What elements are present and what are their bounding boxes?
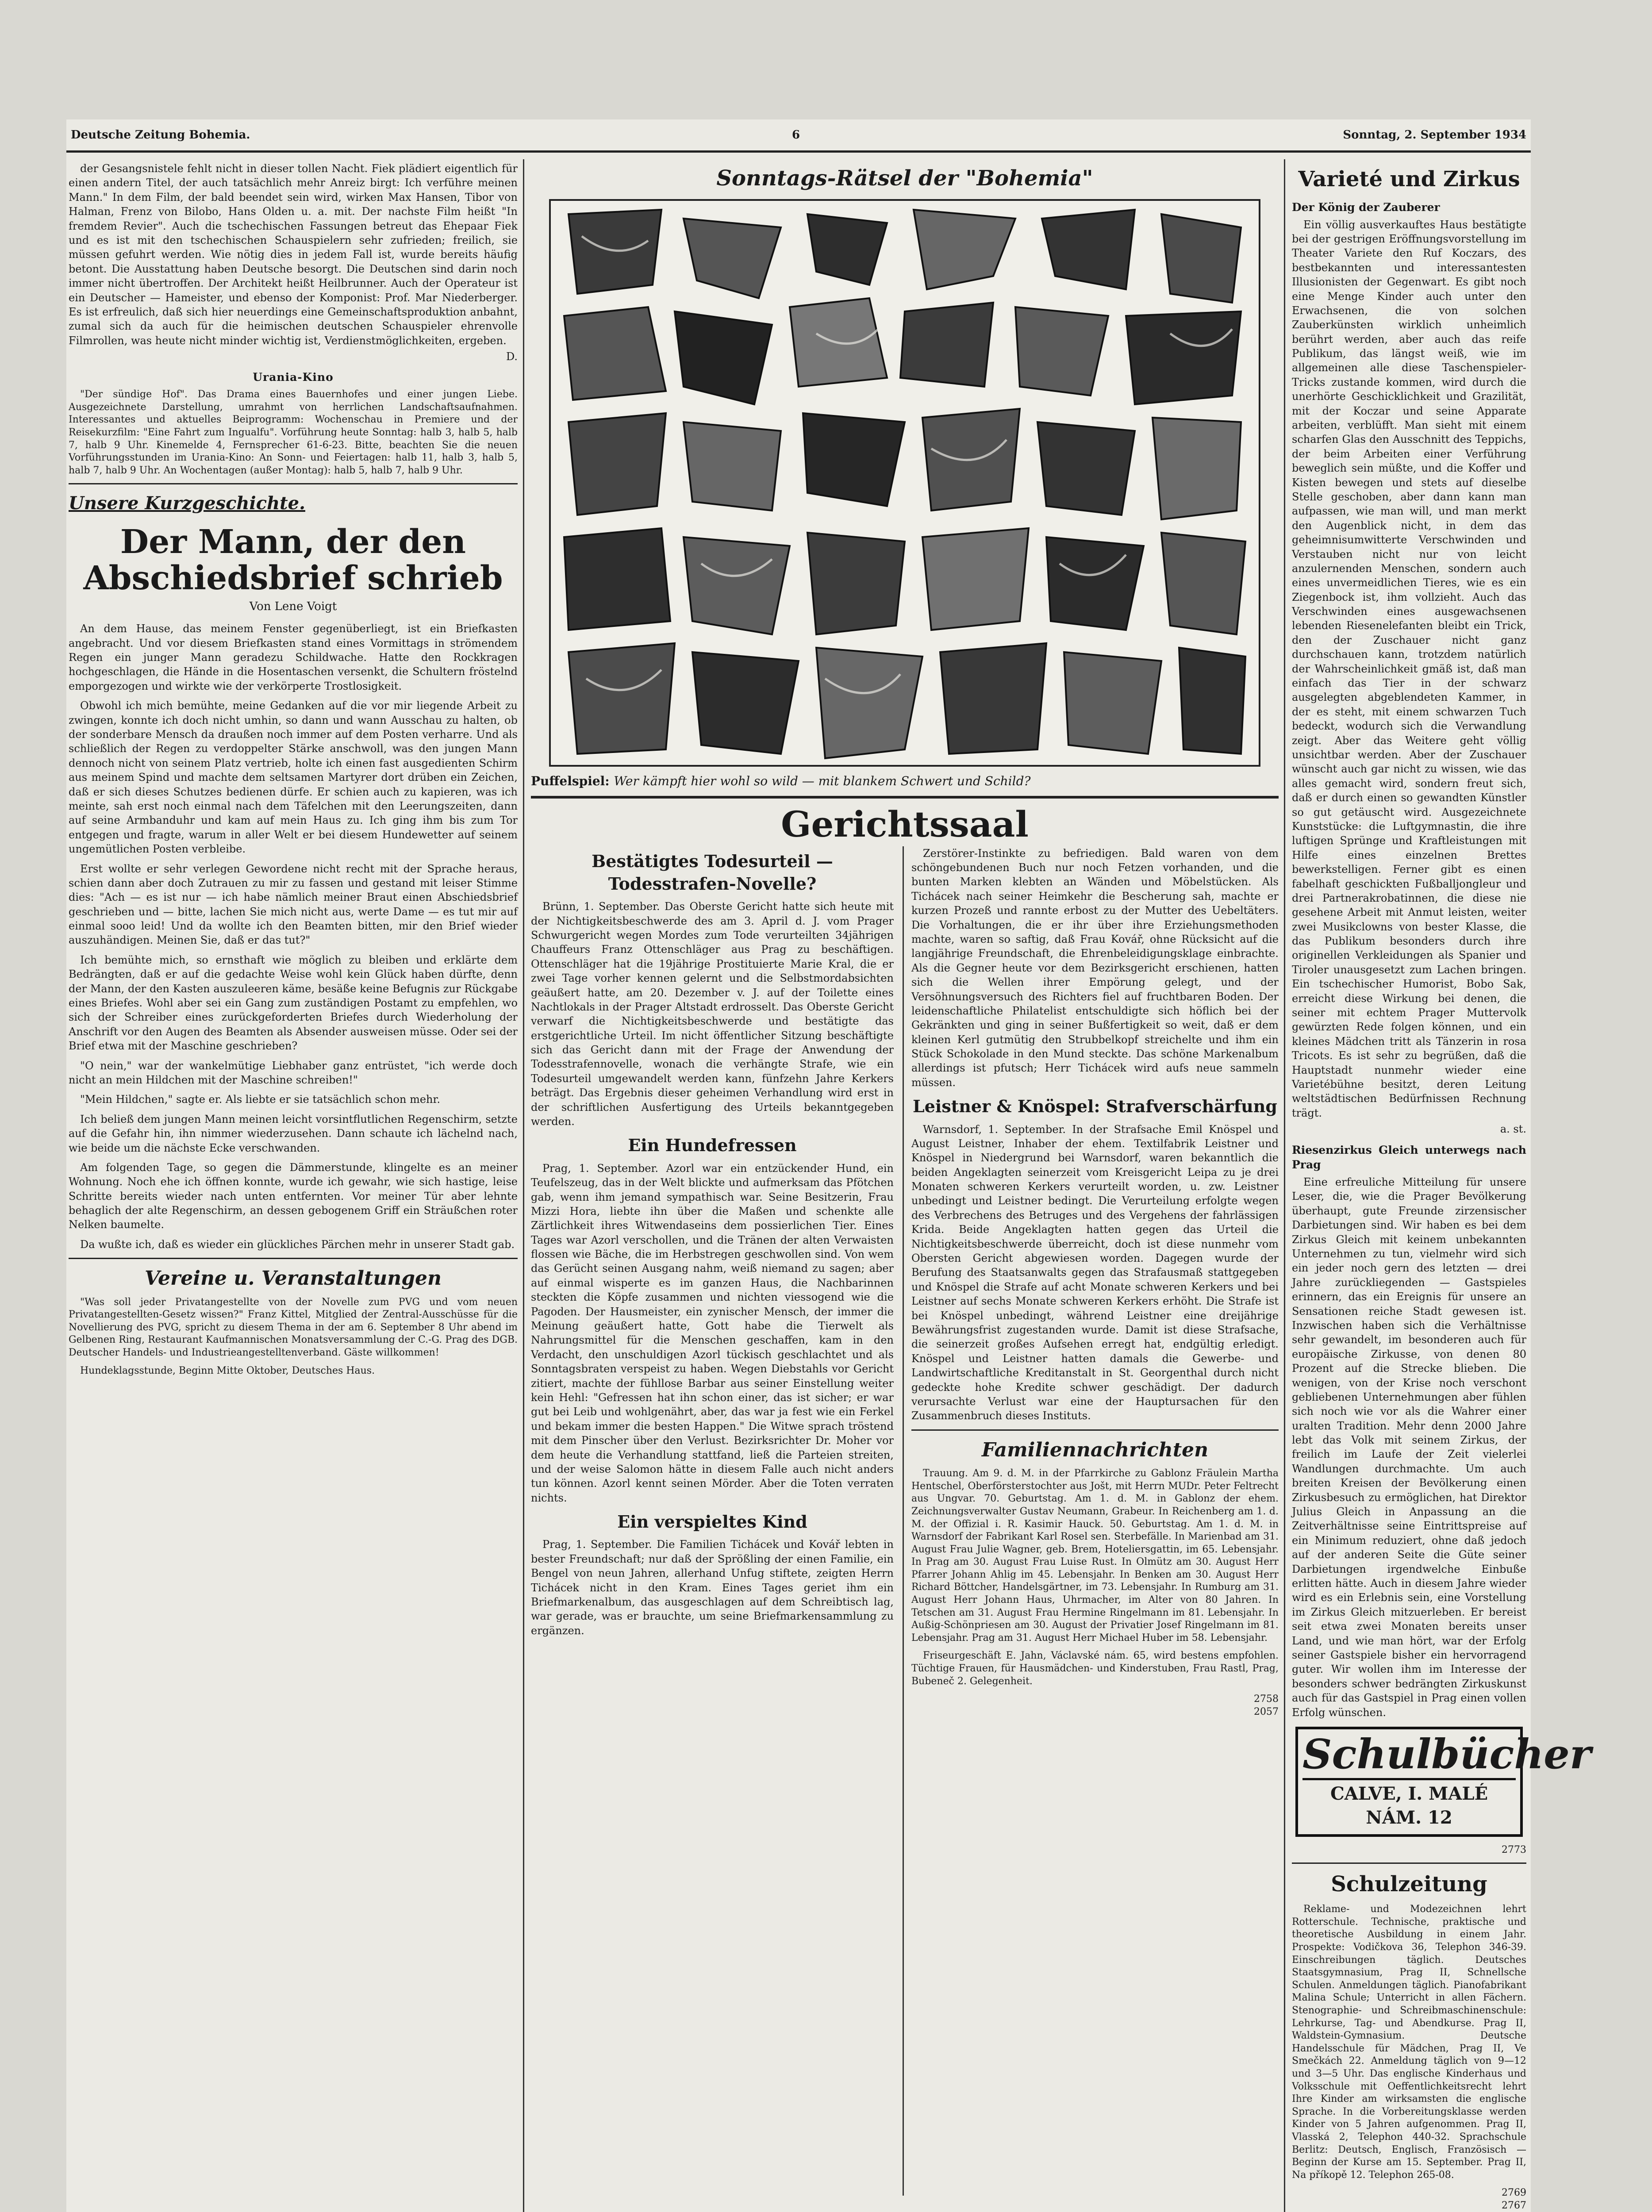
vereine-text: "Was soll jeder Privatangestellte von der Novelle zum PVG und vom neuen Privatangestellten-Gesetz wissen?" Franz Kittel, Mitglied der Zentral-Ausschüsse für die Novellierung des PVG, spricht zu diesem Thema in der am 6. September 8 Uhr abend im Gelbenen Ring, Restaurant Kaufmannischen Monatsversammlung der C.-G. Prag des DGB. Deutscher Handels- und Industrieangestelltenverband. Gäste willkommen! bbox=[69, 1296, 518, 1359]
family-news-text: Trauung. Am 9. d. M. in der Pfarrkirche zu Gablonz Fräulein Martha Hentschel, Oberförsterstochter aus Jošt, mit Herrn MUDr. Peter Feltrecht aus Ungvar. 70. Geburtstag. Am 1. d. M. in Gablonz der ehem. Zeichnungsverwalter Gustav Neumann, Grabeur. In Reichenberg am 1. d. M. der Offizial i. R. Kasimir Hauck. 50. Geburtstag. Am 1. d. M. in Warnsdorf der Fabrikant Karl Rosel sen. Sterbefälle. In Marienbad am 31. August Frau Julie Wagner, geb. Brem, Hoteliersgattin, im 65. Lebensjahr. In Prag am 30. August Frau Luise Rust. In Olmütz am 30. August Herr Pfarrer Johann Ahlig im 45. Lebensjahr. In Benken am 30. August Herr Richard Böttcher, Handelsgärtner, im 73. Lebensjahr. In Rumburg am 31. August Herr Johann Haus, Uhrmacher, im Alter von 80 Jahren. In Tetschen am 31. August Frau Hermine Ringelmann im 81. Lebensjahr. In Außig-Schönpriesen am 30. August der Privatier Josef Ringelmann im 81. Lebensjahr. Prag am 31. August Herr Michael Huber im 58. Lebensjahr. bbox=[911, 1468, 1279, 1644]
header-left: Deutsche Zeitung Bohemia. bbox=[71, 128, 250, 142]
divider bbox=[69, 483, 518, 484]
short-story-kicker: Unsere Kurzgeschichte. bbox=[69, 493, 305, 514]
divider bbox=[1292, 1863, 1526, 1864]
circus-text: Eine erfreuliche Mitteilung für unsere Leser, die, wie die Prager Bevölkerung überhaupt, gute Freunde zirzensischer Darbietungen sind. Wir haben es bei dem Zirkus Gleich mit keinem unbekannten Unternehmen zu tun, vielmehr wird sich ein jeder noch gern des letzten — drei Jahre zurückliegenden — Gastspieles erinnern, das ein Ereignis für unsere an Sensationen reiche Stadt gewesen ist. Inzwischen haben sich die Verhältnisse sehr gewandelt, im besonderen auch für europäische Zirkusse, von denen 80 Prozent auf die Strecke blieben. Die wenigen, von der Krise noch verschont gebliebenen Unternehmungen aber fühlen sich noch wie vor als die Wahrer einer uralten Tradition. Mehr denn 2000 Jahre lebt das Volk mit seinem Zirkus, der freilich im Laufe der Zeit vielerlei Wandlungen durchmachte. Um auch breiten Kreisen der Bevölkerung einen Zirkusbesuch zu ermöglichen, hat Direktor Julius Gleich in Anpassung an die Zeitverhältnisse seine Eintrittspreise auf ein Minimum reduziert, ohne daß jedoch auf der anderen Seite die Güte seiner Darbietungen irgendwelche Einbuße erlitten hätte. Auch in diesem Jahre wieder wird es ein Erlebnis sein, eine Vorstellung im Zirkus Gleich mitzuerleben. Er bereist seit etwa zwei Monaten bereits unser Land, und wie man hört, war der Erfolg seiner Gastspiele bisher ein hervorragend guter. Wir wollen ihm im Interesse der besonders schwer bedrängten Zirkuskunst auch für das Gastspiel in Prag einen vollen Erfolg wünschen. bbox=[1292, 1176, 1526, 1719]
circus-subheading: Riesenzirkus Gleich unterwegs nach Prag bbox=[1292, 1143, 1526, 1171]
ad-code: 2769 bbox=[1502, 2187, 1526, 2199]
variety-text: Ein völlig ausverkauftes Haus bestätigte bei der gestrigen Eröffnungsvorstellung im Theater Variete den Ruf Koczars, des bestbekannten und interessantesten Illusionisten der Gegenwart. Es gibt noch eine Menge Kinder auch unter den Erwachsenen, die von solchen Zauberkünsten wirklich unheimlich berührt werden, aber auch das reife Publikum, das längst weiß, wie im allgemeinen alle diese Taschenspieler-Tricks zustande kommen, wird durch die unerhörte Geschicklichkeit und Grazilität, mit der Koczar und seine Apparate arbeiten, verblüfft. Man sieht mit einem scharfen Glas den Ausschnitt des Teppichs, der beim Arbeiten einer Verführung beweglich sein müßte, und die Koffer und Kisten bewegen und stets auf dieselbe Stelle geschoben, aber dann kann man aufpassen, wie man will, und man merkt den Augenblick nicht, in dem das geheimnisumwitterte Verschwinden und Verstauben nicht nur von leicht anzulernenden Menschen, sondern auch eines unvermeidlichen Tieres, wie es ein Ziegenbock ist, ihm vollzieht. Auch das Verschwinden eines ausgewachsenen lebenden Riesenelefanten bleibt ein Trick, den der Zuschauer nicht ganz durchschauen kann, trotzdem natürlich der Wahrscheinlichkeit gmäß ist, daß man einfach das Tier in der schwarz ausgelegten abgeblendeten Kammer, in der es steht, mit einem schwarzen Tuch bedeckt, wodurch sich die Verwandlung zeigt. Aber das Weitere geht völlig unsichtbar werden. Aber der Zuschauer wünscht auch gar nicht zu wissen, wie das alles gemacht wird, sondern freut sich, daß er durch einen so gewandten Künstler so gut getäuscht wird. Ausgezeichnete Kunststücke: die Luftgymnastin, die ihre luftigen Sprünge und Kraftleistungen mit Hilfe eines einzelnen Brettes bewerkstelligen. Ferner gibt es einen fabelhaft geschickten Fußballjongleur und drei Partnerakrobatinnen, die diese nie gesehene Arbeit mit Anmut leisten, weiter zwei Musikclowns von bester Klasse, die das Publikum besonders durch ihre originellen Verkleidungen als Spanier und Tiroler unausgesetzt zum Lachen bringen. Ein tschechischer Humorist, Bobo Sak, erreicht diese Wirkung bei denen, die seiner mit echtem Prager Muttervolk gewürzten Rede folgen können, und ein kleines Mädchen tritt als Tänzerin in rosa Tricots. Es ist sehr zu begrüßen, daß die Hauptstadt nunmehr wieder eine Varietébühne besitzt, deren Leitung weltstädtischen Bedürfnissen Rechnung trägt. bbox=[1292, 218, 1526, 1119]
story-paragraph: "Mein Hildchen," sagte er. Als liebte er sie tatsächlich schon mehr. bbox=[80, 1093, 440, 1106]
article-heading: Bestätigtes Todesurteil — Todesstrafen-Novelle? bbox=[592, 851, 833, 894]
vereine-heading: Vereine u. Veranstaltungen bbox=[144, 1267, 442, 1290]
divider bbox=[69, 1258, 518, 1259]
story-paragraph: Da wußte ich, daß es wieder ein glückliches Pärchen mehr in unserer Stadt gab. bbox=[80, 1238, 515, 1251]
article-heading: Ein verspieltes Kind bbox=[617, 1512, 807, 1532]
header-date: Sonntag, 2. September 1934 bbox=[1343, 128, 1526, 142]
article-text: Warnsdorf, 1. September. In der Strafsache Emil Knöspel und August Leistner, Inhaber der ehem. Textilfabrik Leistner und Knöspel in Niedergrund bei Warnsdorf, waren bekanntlich die beiden Angeklagten seinerzeit vom Kreisgericht Leipa zu je drei Monaten schweren Kerkers verurteilt worden, u. zw. Leistner unbedingt und Leistner bedingt. Die Verurteilung erfolgte wegen des Verbrechens des Betruges und des Vergehens der fahrlässigen Krida. Beide Angeklagten hatten gegen das Urteil die Nichtigkeitsbeschwerde überreicht, doch ist diese nunmehr vom Obersten Gericht abgewiesen worden. Dagegen wurde der Berufung des Staatsanwalts gegen das Strafausmaß stattgegeben und Knöspel die Strafe auf acht Monate schweren Kerkers und bei Leistner auf sechs Monate schweren Kerkers erhöht. Die Strafe ist bei Knöspel unbedingt, während Leistner eine dreijährige Bewährungsfrist zugestanden wurde. Damit ist diese Strafsache, die seinerzeit großes Aufsehen erregt hat, endgültig erledigt. Knöspel und Leistner hatten damals die Gewerbe- und Landwirtschaftliche Kreditanstalt in St. Georgenthal durch nicht gedeckte hohe Kredite schwer geschädigt. Der dadurch verursachte Verlust war eine der Hauptursachen für den Zusammenbruch dieses Instituts. bbox=[911, 1123, 1279, 1422]
variety-signature: a. st. bbox=[1500, 1123, 1526, 1136]
newspaper-page bbox=[66, 119, 1591, 2212]
divider bbox=[531, 796, 1279, 799]
page-header bbox=[66, 119, 1531, 153]
column-left bbox=[69, 161, 518, 2212]
court-section-title: Gerichtssaal bbox=[781, 803, 1029, 845]
school-section-title: Schulzeitung bbox=[1331, 1872, 1487, 1897]
article-text: Zerstörer-Instinkte zu befriedigen. Bald waren von dem schöngebundenen Buch nur noch Fetzen vorhanden, und die bunten Marken klebten an Wänden und Möbelstücken. Als Tichácek nach seiner Heimkehr die Bescherung sah, machte er kurzen Prozeß und rannte erbost zu der Mutter des Uebeltäters. Die Vorhaltungen, die er ihr über ihre Erziehungsmethoden machte, waren so saftig, daß Frau Kovář, ohne Rücksicht auf die langjährige Freundschaft, die Ehrenbeleidigungsklage einbrachte. Als die Gegner heute vor dem Bezirksgericht erschienen, hatten sich die Wellen ihrer Empörung gelegt, und der Versöhnungsversuch des Richters fiel auf fruchtbaren Boden. Der leidenschaftliche Philatelist entschuldigte sich höflich bei der Gekränkten und ging in seiner Bußfertigkeit so weit, daß er dem kleinen Kerl gutmütig den Strubbelkopf streichelte und ihm ein Stück Schokolade in den Mund steckte. Das schöne Markenalbum allerdings ist pfutsch; Herr Tichácek wird aufs neue sammeln müssen. bbox=[911, 847, 1279, 1089]
ad-headline: Schulbücher bbox=[1302, 1730, 1591, 1778]
court-col-b bbox=[911, 846, 1279, 2196]
film-article-text: der Gesangsnistele fehlt nicht in dieser tollen Nacht. Fiek plädiert eigentlich für einen andern Titel, der auch tatsächlich mehr Anreiz birgt: Ich verführe meinen Mann." In dem Film, der bald beendet sein wird, wirken Max Hansen, Tibor von Halman, Frenz von Bilobo, Hans Olden u. a. mit. Der nachste Film heißt "In fremdem Revier". Auch die tschechischen Fassungen betreut das Ehepaar Fiek und es ist mit den tschechischen Schauspielern sehr zufrieden; freilich, sie müssen gefuhrt werden. Wie nötig dies in jedem Fall ist, wurde bereits häufig betont. Die Ausstattung haben Deutsche besorgt. Die Deutschen sind darin noch immer nicht übertroffen. Der Architekt heißt Heilbrunner. Auch der Operateur ist ein Deutscher — Hameister, und ebenso der Komponist: Prof. Mar Niederberger. Es ist erfreulich, daß sich hier neuerdings eine Gemeinschaftsproduktion anbahnt, zumal sich da auch für die heimischen deutschen Schauspieler ehrenvolle Filmrollen, was heute nicht minder wichtig ist, Verdienstmöglichkeiten, ergeben. bbox=[69, 162, 518, 347]
urania-heading: Urania-Kino bbox=[253, 371, 334, 384]
variety-subheading: Der König der Zauberer bbox=[1292, 200, 1440, 214]
story-title: Der Mann, der den Abschiedsbrief schrieb bbox=[83, 523, 503, 597]
puzzle-caption-label: Puffelspiel: bbox=[531, 773, 610, 788]
article-heading: Leistner & Knöspel: Strafverschärfung bbox=[913, 1096, 1277, 1117]
film-article-signature: D. bbox=[506, 350, 518, 363]
ad-code: 2758 bbox=[1254, 1694, 1279, 1705]
ad-code: 2773 bbox=[1502, 1844, 1526, 1855]
article-heading: Ein Hundefressen bbox=[628, 1135, 797, 1156]
story-paragraph: Obwohl ich mich bemühte, meine Gedanken auf die vor mir liegende Arbeit zu zwingen, konnte ich doch nicht umhin, so dann und wann Ausschau zu halten, ob der sonderbare Mensch da draußen noch immer auf dem Posten verharre. Und als schließlich der Regen zu verdoppelter Stärke anschwoll, was den jungen Mann dennoch nicht von seinem Platz vertrieb, holte ich einen fast ausgedienten Schirm aus meinem Spind und machte dem seltsamen Martyrer dort drüben ein Zeichen, daß er sich dieses Schutzes bedienen dürfe. Er schien auch zu kapieren, was ich meinte, sah erst noch einmal nach dem Täfelchen mit den Leerungszeiten, dann auf seine Armbanduhr und kam auf mein Haus zu. Ich ging ihm bis zum Tor entgegen und fragte, warum in aller Welt er bei diesem Hundewetter auf seinem ungemütlichen Posten verbleibe. bbox=[69, 699, 518, 856]
column-rule bbox=[903, 846, 904, 2196]
story-paragraph: "O nein," war der wankelmütige Liebhaber ganz entrüstet, "ich werde doch nicht an mein Hildchen mit der Maschine schreiben!" bbox=[69, 1059, 518, 1086]
page-number: 6 bbox=[792, 128, 800, 142]
column-rule bbox=[523, 159, 524, 2212]
ad-code: 2767 bbox=[1502, 2200, 1526, 2211]
column-right bbox=[1292, 161, 1591, 2212]
urania-text: "Der sündige Hof". Das Drama eines Bauernhofes und einer jungen Liebe. Ausgezeichnete Darstellung, umrahmt von herrlichen Landschaftsaufnahmen. Interessantes und aktuelles Beiprogramm: Wochenschau in Premiere und der Reisekurzfilm: "Eine Fahrt zum Ingualfu". Vorführung heute Sonntag: halb 3, halb 5, halb 7, halb 9 Uhr. Kinemelde 4, Fernsprecher 61-6-23. Bitte, beachten Sie die neuen Vorführungsstunden im Urania-Kino: An Sonn- und Feiertagen: halb 11, halb 3, halb 5, halb 7, halb 9 Uhr. An Wochentagen (außer Montag): halb 5, halb 7, halb 9 Uhr. bbox=[69, 389, 518, 476]
story-byline: Von Lene Voigt bbox=[249, 600, 337, 614]
article-text: Prag, 1. September. Azorl war ein entzückender Hund, ein Teufelszeug, das in der Welt blickte und aufmerksam das Pfötchen gab, wenn ihm jemand sympathisch war. Seine Besitzerin, Frau Mizzi Hora, liebte ihn über die Maßen und schenkte alle Zärtlichkeit ihres Witwendaseins dem possierlichen Tier. Eines Tages war Azorl verschollen, und die Tränen der alten Verwaisten flossen wie Bäche, die im Herbstregen geschwollen sind. Von wem das Gerücht seinen Ausgang nahm, weiß niemand zu sagen; aber auf einmal wisperte es im ganzen Haus, die Nachbarinnen steckten die Köpfe zusammen und nichten viessogend wie die Pagoden. Der Hausmeister, ein zynischer Mensch, der immer die Meinung geäußert hatte, Gott habe die Tierwelt als Nahrungsmittel für die Menschen geschaffen, kam in den Verdacht, den unschuldigen Azorl tückisch geschlachtet und als Sonntagsbraten verspeist zu haben. Wegen Diebstahls vor Gericht zitiert, machte der fühllose Barbar aus seiner Einstellung weiter kein Hehl: "Gefressen hat ihn schon einer, das ist sicher; er war gut bei Leib und wohlgenährt, aber, das war ja fest wie ein Ferkel und bekam immer die besten Happen." Die Witwe sprach tröstend mit dem Pinscher über den Verlust. Bezirksrichter Dr. Moher vor dem heute die Verhandlung stattfand, ließ die Parteien streiten, und der weise Salomon hätte in diesem Falle auch nicht anders tun können. Azorl kennt seinen Mörder. Aber die Toten verraten nichts. bbox=[531, 1162, 894, 1504]
schoolbooks-advertisement bbox=[1295, 1727, 1591, 1837]
variety-section-title: Varieté und Zirkus bbox=[1298, 167, 1520, 192]
puzzle-caption-text: Wer kämpft hier wohl so wild — mit blankem Schwert und Schild? bbox=[614, 773, 1031, 788]
vereine-extra: Hundeklagsstunde, Beginn Mitte Oktober, Deutsches Haus. bbox=[80, 1365, 375, 1376]
story-paragraph: Ich bemühte mich, so ernsthaft wie möglich zu bleiben und erklärte dem Bedrängten, daß er auf die gedachte Weise wohl kein Glück haben dürfte, denn der Mann, der den Kasten auszuleeren käme, besäße keine Befugnis zur Rückgabe eines Briefes. Wohl aber sei ein Gang zum zuständigen Postamt zu empfehlen, wo sich der Schreiber eines zurückgeforderten Briefes durch Wiederholung der Anschrift vor den Augen des Beamten als Absender ausweisen müsse. Oder sei der Brief etwa mit der Maschine geschrieben? bbox=[69, 953, 518, 1052]
article-text: Brünn, 1. September. Das Oberste Gericht hatte sich heute mit der Nichtigkeitsbeschwerde des am 3. April d. J. vom Prager Schwurgericht wegen Mordes zum Tode verurteilten 34jährigen Chauffeurs Franz Ottenschläger aus Prag zu beschäftigen. Ottenschläger hat die 19jährige Prostituierte Marie Kral, die er zwei Tage vorher kennen gelernt und die Selbstmordabsichten geäußert hatte, am 20. Dezember v. J. auf der Toilette eines Nachtlokals in der Prager Altstadt erdrosselt. Das Oberste Gericht verwarf die Nichtigkeitsbeschwerde und bestätigte das erstgerichtliche Urteil. Im nicht öffentlicher Sitzung beschäftigte sich das Gericht dann mit der Frage der Anwendung der Todesstrafennovelle, wonach die verhängte Strafe, wie ein Todesurteil umgewandelt werden kann, fünfzehn Jahre Kerkers beträgt. Das Ergebnis dieser geheimen Verhandlung wird erst in der schriftlichen Ausfertigung des Urteils bekanntgegeben werden. bbox=[531, 900, 894, 1128]
ad-code: 2057 bbox=[1254, 1706, 1279, 1717]
puzzle-caption bbox=[531, 773, 1279, 790]
story-paragraph: Am folgenden Tage, so gegen die Dämmerstunde, klingelte es an meiner Wohnung. Noch ehe ich öffnen konnte, wurde ich gewahr, wie sich hastige, leise Schritte bereits wieder nach unten entfernten. Vor meiner Tür aber lehnte behaglich der alte Regenschirm, an dessen gebogenem Griff ein Sträußchen roter Nelken baumelte. bbox=[69, 1161, 518, 1231]
school-text: Reklame- und Modezeichnen lehrt Rotterschule. Technische, praktische und theoretische Ausbildung in einem Jahr. Prospekte: Vodičkova 36, Telephon 346-39. Einschreibungen täglich. Deutsches Staatsgymnasium, Prag II, Schnellsche Schulen. Anmeldungen täglich. Pianofabrikant Malina Schule; Unterricht in allen Fächern. Stenographie- und Schreibmaschinenschule: Lehrkurse, Tag- und Abendkurse. Prag II, Waldstein-Gymnasium. Deutsche Handelsschule für Mädchen, Prag II, Ve Smečkách 22. Anmeldung täglich von 9—12 und 3—5 Uhr. Das englische Kinderhaus und Volksschule mit Oeffentlichkeitsrecht lehrt Ihre Kinder am wirksamsten die englische Sprache. In die Vorbereitungsklasse werden Kinder von 5 Jahren aufgenommen. Prag II, Vlasská 2, Telephon 440-32. Sprachschule Berlitz: Deutsch, Englisch, Französisch — Beginn der Kurse am 15. September. Prag II, Na příkopě 12. Telephon 265-08. bbox=[1292, 1904, 1526, 2181]
story-paragraph: An dem Hause, das meinem Fenster gegenüberliegt, ist ein Briefkasten angebracht. Und vor diesem Briefkasten stand eines Vormittags in strömendem Regen ein junger Mann geradezu Schildwache. Hatte den Rockkragen hochgeschlagen, die Hände in die Hosentaschen versenkt, die Schultern fröstelnd emporgezogen und wirkte wie der verkörperte Trostlosigkeit. bbox=[69, 622, 518, 692]
court-col-a bbox=[531, 846, 894, 2196]
divider bbox=[911, 1429, 1279, 1431]
story-paragraph: Ich beließ dem jungen Mann meinen leicht vorsintflutlichen Regenschirm, setzte auf die Gefahr hin, ihn nimmer wiederzusehen. Dann schaute ich lächelnd nach, wie beide um die nächste Ecke verschwanden. bbox=[69, 1113, 518, 1154]
column-rule bbox=[1284, 159, 1285, 2212]
court-columns bbox=[531, 846, 1279, 2196]
ad-address: CALVE, I. MALÉ NÁM. 12 bbox=[1302, 1778, 1516, 1830]
family-news-heading: Familiennachrichten bbox=[981, 1438, 1209, 1461]
puzzle-title: Sonntags-Rätsel der "Bohemia" bbox=[716, 166, 1093, 191]
story-paragraph: Erst wollte er sehr verlegen Gewordene nicht recht mit der Sprache heraus, schien dann aber doch Zutrauen zu mir zu fassen und gestand mit leiser Stimme dies: "Ach — es ist nur — ich habe nämlich meiner Braut einen Abschiedsbrief geschrieben und — bitte, lachen Sie mich nicht aus, werte Dame — es tut mir auf einmal sooo leid! Und da wollte ich den Beamten bitten, mir den Brief wieder auszuhändigen. Meinen Sie, daß er das tut?" bbox=[69, 862, 518, 947]
shard-puzzle-graphic bbox=[551, 201, 1259, 765]
article-text: Prag, 1. September. Die Familien Tichácek und Kovář lebten in bester Freundschaft; nur daß der Sprößling der einen Familie, ein Bengel von neun Jahren, allerhand Unfug stiftete, zeigten Herrn Tichácek nicht in den Kram. Eines Tages geriet ihm ein Briefmarkenalbum, das ausgeschlagen auf dem Schreibtisch lag, war gerade, was er brauchte, um seine Briefmarkensammlung zu ergänzen. bbox=[531, 1538, 894, 1637]
family-news-extra: Friseurgeschäft E. Jahn, Václavské nám. 65, wird bestens empfohlen. Tüchtige Frauen, für Hausmädchen- und Kinderstuben, Frau Rastl, Prag, Bubeneč 2. Gelegenheit. bbox=[911, 1650, 1279, 1687]
puzzle-image bbox=[549, 199, 1260, 767]
column-middle bbox=[531, 161, 1279, 2212]
